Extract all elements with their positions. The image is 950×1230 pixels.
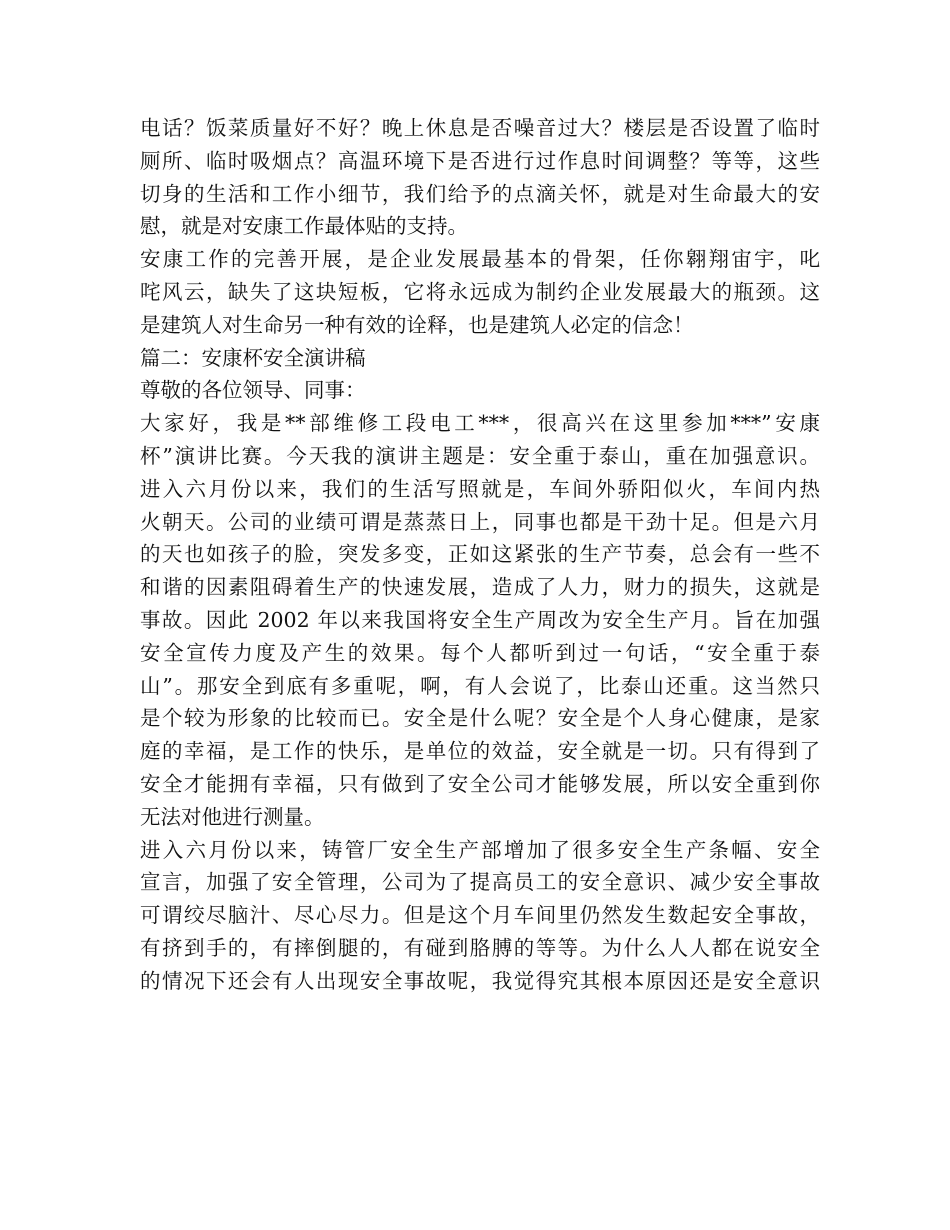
text-line: 事故。因此 2002 年以来我国将安全生产周改为安全生产月。旨在加强 [140,607,820,632]
text-line: 无法对他进行测量。 [140,804,325,829]
text-line: 火朝天。公司的业绩可谓是蒸蒸日上，同事也都是干劲十足。但是六月 [140,509,820,534]
text-line: 山”。那安全到底有多重呢，啊，有人会说了，比泰山还重。这当然只 [140,673,820,698]
text-line: 是个较为形象的比较而已。安全是什么呢？安全是个人身心健康，是家 [140,706,820,731]
text-line: 咤风云，缺失了这块短板，它将永远成为制约企业发展最大的瓶颈。这 [140,279,820,304]
text-line: 杯”演讲比赛。今天我的演讲主题是：安全重于泰山，重在加强意识。 [140,443,820,468]
text-line: 有挤到手的，有摔倒腿的，有碰到胳膊的等等。为什么人人都在说安全 [140,935,820,960]
text-line: 宣言，加强了安全管理，公司为了提高员工的安全意识、减少安全事故 [140,870,820,895]
text-line: 的情况下还会有人出现安全事故呢，我觉得究其根本原因还是安全意识 [140,968,820,993]
text-line: 慰，就是对安康工作最体贴的支持。 [140,214,468,239]
text-line: 进入六月份以来，我们的生活写照就是，车间外骄阳似火，车间内热 [140,476,820,501]
text-line: 切身的生活和工作小细节，我们给予的点滴关怀，就是对生命最大的安 [140,181,820,206]
text-line: 电话？饭菜质量好不好？晚上休息是否噪音过大？楼层是否设置了临时 [140,116,820,140]
text-line: 篇二：安康杯安全演讲稿 [140,345,366,370]
text-line: 进入六月份以来，铸管厂安全生产部增加了很多安全生产条幅、安全 [140,837,820,862]
text-line: 和谐的因素阻碍着生产的快速发展，造成了人力，财力的损失，这就是 [140,575,820,600]
text-line: 大家好，我是**部维修工段电工***，很高兴在这里参加***”安康 [140,411,820,436]
text-line: 安康工作的完善开展，是企业发展最基本的骨架，任你翱翔宙宇，叱 [140,247,820,272]
text-line: 尊敬的各位领导、同事： [140,378,366,403]
text-line: 是建筑人对生命另一种有效的诠释，也是建筑人必定的信念！ [140,312,694,337]
text-line: 安全宣传力度及产生的效果。每个人都听到过一句话，“安全重于泰 [140,640,820,665]
document-body [140,112,820,998]
text-line: 可谓绞尽脑汁、尽心尽力。但是这个月车间里仍然发生数起安全事故， [140,903,820,928]
text-line: 的天也如孩子的脸，突发多变，正如这紧张的生产节奏，总会有一些不 [140,542,820,567]
text-line: 安全才能拥有幸福，只有做到了安全公司才能够发展，所以安全重到你 [140,771,820,796]
text-line: 厕所、临时吸烟点？高温环境下是否进行过作息时间调整？等等，这些 [140,148,820,173]
text-line: 庭的幸福，是工作的快乐，是单位的效益，安全就是一切。只有得到了 [140,739,820,764]
